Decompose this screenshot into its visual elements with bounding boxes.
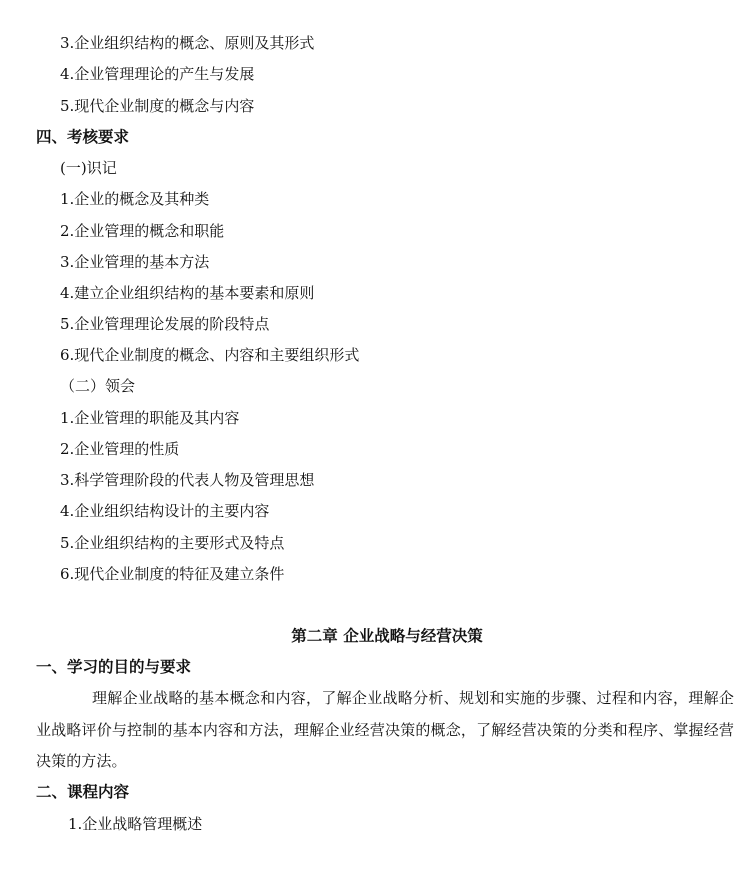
- list-item: 5.企业组织结构的主要形式及特点: [60, 534, 285, 552]
- section-heading: 四、考核要求: [36, 128, 130, 146]
- subsection-label: （二）领会: [60, 377, 136, 395]
- list-item: 1.企业战略管理概述: [68, 815, 203, 833]
- list-item: 2.企业管理的性质: [60, 440, 180, 458]
- list-item: 6.现代企业制度的概念、内容和主要组织形式: [60, 346, 360, 364]
- list-item: 3.企业组织结构的概念、原则及其形式: [60, 34, 315, 52]
- section-heading: 二、课程内容: [36, 783, 130, 801]
- list-item: 5.现代企业制度的概念与内容: [60, 97, 255, 115]
- subsection-label: (一)识记: [60, 159, 117, 177]
- list-item: 6.现代企业制度的特征及建立条件: [60, 565, 285, 583]
- list-item: 4.企业组织结构设计的主要内容: [60, 502, 270, 520]
- paragraph: 理解企业战略的基本概念和内容，了解企业战略分析、规划和实施的步骤、过程和内容，理解企业战略评价与控制的基本内容和方法，理解企业经营决策的概念，了解经营决策的分类和程序、掌握经营决策的方法。: [36, 689, 734, 770]
- chapter-title: 第二章 企业战略与经营决策: [291, 627, 483, 645]
- list-item: 3.企业管理的基本方法: [60, 253, 210, 271]
- list-item: 1.企业管理的职能及其内容: [60, 409, 240, 427]
- list-item: 4.企业管理理论的产生与发展: [60, 65, 255, 83]
- section-heading: 一、学习的目的与要求: [36, 658, 192, 676]
- list-item: 4.建立企业组织结构的基本要素和原则: [60, 284, 315, 302]
- list-item: 1.企业的概念及其种类: [60, 190, 210, 208]
- list-item: 3.科学管理阶段的代表人物及管理思想: [60, 471, 315, 489]
- list-item: 2.企业管理的概念和职能: [60, 222, 225, 240]
- list-item: 5.企业管理理论发展的阶段特点: [60, 315, 270, 333]
